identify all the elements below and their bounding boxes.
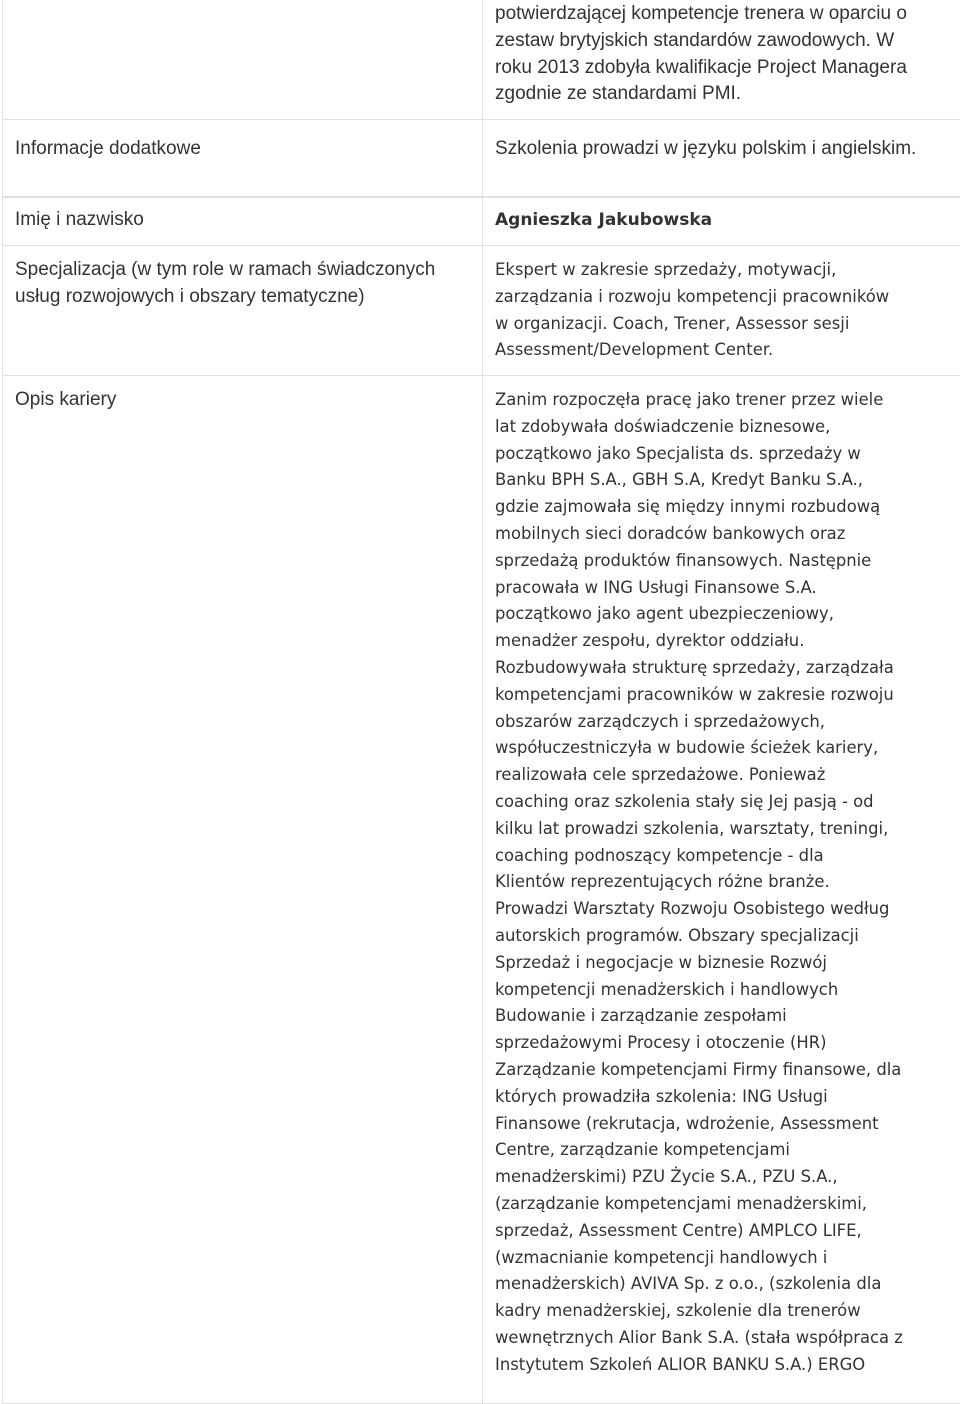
specialization-text: Ekspert w zakresie sprzedaży, motywacji, zarządzania i rozwoju kompetencji pracowników w organizacji. Coach, Trener, Assessor sesji Assessment/Development Center. [483,246,960,364]
career-description-text: Zanim rozpoczęła pracę jako trener przez wiele lat zdobywała doświadczenie biznesowe, początkowo jako Specjalista ds. sprzedaży w Banku BPH S.A., GBH S.A, Kredyt Banku S.A., gdzie zajmowała się między innymi rozbudową mobilnych sieci doradców bankowych oraz sprzedażą produktów finansowych. Następnie pracowała w ING Usługi Finansowe S.A. początkowo jako agent ubezpieczeniowy, menadżer zespołu, dyrektor oddziału. Rozbudowywała strukturę sprzedaży, zarządzała kompetencjami pracowników w zakresie rozwoju obszarów zarządczych i sprzedażowych, współuczestniczyła w budowie ścieżek kariery, realizowała cele sprzedażowe. Ponieważ coaching oraz szkolenia stały się Jej pasją - od kilku lat prowadzi szkolenia, warsztaty, treningi, coaching podnoszący kompetencje - dla Klientów reprezentujących różne branże. Prowadzi Warsztaty Rozwoju Osobistego według autorskich programów. Obszary specjalizacji Sprzedaż i negocjacje w biznesie Rozwój kompetencji menadżerskich i handlowych Budowanie i zarządzanie zespołami sprzedażowymi Procesy i otoczenie (HR) Zarządzanie kompetencjami Firmy finansowe, dla których prowadziła szkolenia: ING Usługi Finansowe (rekrutacja, wdrożenie, Assessment Centre, zarządzanie kompetencjami menadżerskimi) PZU Życie S.A., PZU S.A., (zarządzanie kompetencjami menadżerskimi, sprzedaż, Assessment Centre) AMPLCO LIFE, (wzmacnianie kompetencji handlowych i menadżerskich) AVIVA Sp. z o.o., (szkolenia dla kadry menadżerskiej, szkolenie dla trenerów wewnętrznych Alior Bank S.A. (stała współpraca z Instytutem Szkoleń ALIOR BANKU S.A.) ERGO [483,376,960,1378]
previous-trainer-table [2,0,960,198]
career-label: Opis kariery [3,376,482,414]
additional-info-value: Szkolenia prowadzi w języku polskim i angielskim. [483,120,960,163]
previous-description-text: potwierdzającej kompetencje trenera w oparciu o zestaw brytyjskich standardów zawodowych. W roku 2013 zdobyła kwalifikacje Project Managera zgodnie ze standardami PMI. [483,0,960,108]
previous-value-cell [483,0,960,120]
name-row [3,197,960,246]
name-label: Imię i nazwisko [3,197,482,234]
previous-label-cell [3,0,483,120]
additional-info-value-cell [483,120,960,198]
additional-info-label: Informacje dodatkowe [3,120,482,163]
trainer-profile-table [2,196,960,1404]
name-label-cell [3,197,483,246]
specialization-value-cell [483,246,960,376]
previous-description-row [3,0,960,120]
career-label-cell [3,376,483,1404]
specialization-row [3,246,960,376]
trainer-name: Agnieszka Jakubowska [483,197,960,234]
career-row [3,376,960,1404]
specialization-label-cell [3,246,483,376]
additional-info-label-cell [3,120,483,198]
specialization-label: Specjalizacja (w tym role w ramach świadczonych usług rozwojowych i obszary tematyczne) [3,246,482,311]
name-value-cell [483,197,960,246]
career-value-cell [483,376,960,1404]
additional-info-row [3,120,960,198]
